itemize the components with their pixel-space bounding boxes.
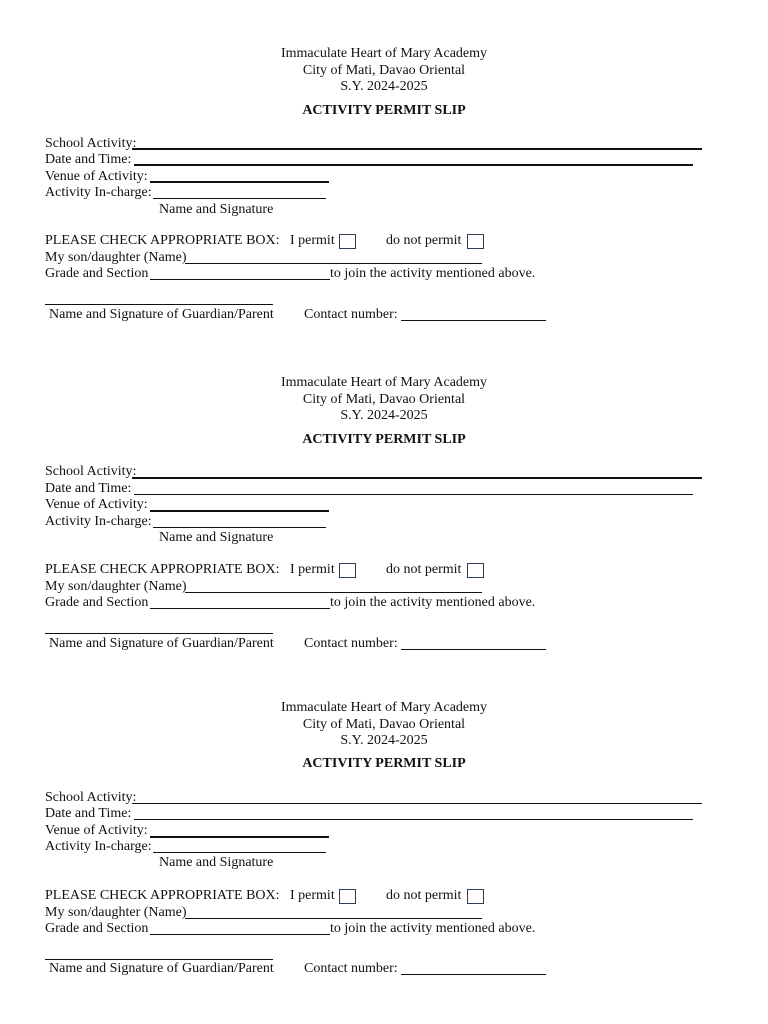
name-signature-caption: Name and Signature bbox=[159, 855, 274, 870]
i-permit-label: I permit bbox=[290, 562, 335, 577]
contact-number-label: Contact number: bbox=[304, 961, 398, 976]
do-not-permit-checkbox[interactable] bbox=[467, 889, 484, 904]
school-city: City of Mati, Davao Oriental bbox=[302, 63, 466, 78]
in-charge-line[interactable] bbox=[153, 852, 326, 853]
venue-label: Venue of Activity: bbox=[45, 169, 148, 184]
do-not-permit-label: do not permit bbox=[386, 233, 462, 248]
date-time-line[interactable] bbox=[134, 494, 693, 495]
grade-section-label: Grade and Section bbox=[45, 266, 149, 281]
do-not-permit-label: do not permit bbox=[386, 562, 462, 577]
guardian-signature-line[interactable] bbox=[45, 959, 273, 960]
contact-number-label: Contact number: bbox=[304, 307, 398, 322]
permit-slip-1 bbox=[0, 45, 768, 345]
in-charge-line[interactable] bbox=[153, 527, 326, 528]
join-activity-text: to join the activity mentioned above. bbox=[330, 921, 536, 936]
contact-number-line[interactable] bbox=[401, 649, 546, 650]
venue-label: Venue of Activity: bbox=[45, 823, 148, 838]
in-charge-line[interactable] bbox=[153, 198, 326, 199]
school-activity-label: School Activity: bbox=[45, 136, 137, 151]
son-daughter-line[interactable] bbox=[185, 918, 482, 919]
school-year: S.Y. 2024-2025 bbox=[340, 79, 428, 94]
do-not-permit-label: do not permit bbox=[386, 888, 462, 903]
i-permit-label: I permit bbox=[290, 888, 335, 903]
son-daughter-label: My son/daughter (Name) bbox=[45, 579, 187, 594]
son-daughter-label: My son/daughter (Name) bbox=[45, 250, 187, 265]
contact-number-label: Contact number: bbox=[304, 636, 398, 651]
join-activity-text: to join the activity mentioned above. bbox=[330, 266, 536, 281]
school-activity-line[interactable] bbox=[132, 477, 702, 479]
date-time-line[interactable] bbox=[134, 819, 693, 820]
grade-section-line[interactable] bbox=[150, 608, 330, 609]
son-daughter-line[interactable] bbox=[185, 263, 482, 264]
in-charge-label: Activity In-charge: bbox=[45, 839, 152, 854]
grade-section-label: Grade and Section bbox=[45, 595, 149, 610]
venue-line[interactable] bbox=[150, 836, 329, 838]
in-charge-label: Activity In-charge: bbox=[45, 185, 152, 200]
permit-slip-3 bbox=[0, 700, 768, 1000]
in-charge-label: Activity In-charge: bbox=[45, 514, 152, 529]
school-year: S.Y. 2024-2025 bbox=[340, 733, 428, 748]
slip-title: ACTIVITY PERMIT SLIP bbox=[302, 432, 466, 447]
check-box-instruction: PLEASE CHECK APPROPRIATE BOX: bbox=[45, 233, 280, 248]
guardian-signature-label: Name and Signature of Guardian/Parent bbox=[49, 307, 274, 322]
i-permit-label: I permit bbox=[290, 233, 335, 248]
guardian-signature-label: Name and Signature of Guardian/Parent bbox=[49, 636, 274, 651]
slip-title: ACTIVITY PERMIT SLIP bbox=[302, 103, 466, 118]
school-name: Immaculate Heart of Mary Academy bbox=[280, 46, 488, 61]
contact-number-line[interactable] bbox=[401, 320, 546, 321]
school-name: Immaculate Heart of Mary Academy bbox=[280, 375, 488, 390]
i-permit-checkbox[interactable] bbox=[339, 563, 356, 578]
grade-section-line[interactable] bbox=[150, 279, 330, 280]
school-activity-line[interactable] bbox=[132, 148, 702, 150]
school-activity-label: School Activity: bbox=[45, 464, 137, 479]
do-not-permit-checkbox[interactable] bbox=[467, 234, 484, 249]
school-year: S.Y. 2024-2025 bbox=[340, 408, 428, 423]
name-signature-caption: Name and Signature bbox=[159, 202, 274, 217]
check-box-instruction: PLEASE CHECK APPROPRIATE BOX: bbox=[45, 888, 280, 903]
venue-line[interactable] bbox=[150, 510, 329, 512]
i-permit-checkbox[interactable] bbox=[339, 234, 356, 249]
son-daughter-line[interactable] bbox=[185, 592, 482, 593]
grade-section-label: Grade and Section bbox=[45, 921, 149, 936]
school-name: Immaculate Heart of Mary Academy bbox=[280, 700, 488, 715]
slip-title: ACTIVITY PERMIT SLIP bbox=[302, 756, 466, 771]
venue-line[interactable] bbox=[150, 181, 329, 183]
permit-slip-2 bbox=[0, 374, 768, 674]
school-city: City of Mati, Davao Oriental bbox=[302, 717, 466, 732]
date-time-label: Date and Time: bbox=[45, 481, 132, 496]
school-activity-line[interactable] bbox=[132, 803, 702, 804]
date-time-label: Date and Time: bbox=[45, 806, 132, 821]
son-daughter-label: My son/daughter (Name) bbox=[45, 905, 187, 920]
contact-number-line[interactable] bbox=[401, 974, 546, 975]
name-signature-caption: Name and Signature bbox=[159, 530, 274, 545]
check-box-instruction: PLEASE CHECK APPROPRIATE BOX: bbox=[45, 562, 280, 577]
guardian-signature-label: Name and Signature of Guardian/Parent bbox=[49, 961, 274, 976]
join-activity-text: to join the activity mentioned above. bbox=[330, 595, 536, 610]
do-not-permit-checkbox[interactable] bbox=[467, 563, 484, 578]
i-permit-checkbox[interactable] bbox=[339, 889, 356, 904]
guardian-signature-line[interactable] bbox=[45, 633, 273, 634]
venue-label: Venue of Activity: bbox=[45, 497, 148, 512]
grade-section-line[interactable] bbox=[150, 934, 330, 935]
date-time-label: Date and Time: bbox=[45, 152, 132, 167]
school-city: City of Mati, Davao Oriental bbox=[302, 392, 466, 407]
date-time-line[interactable] bbox=[134, 164, 693, 166]
school-activity-label: School Activity: bbox=[45, 790, 137, 805]
guardian-signature-line[interactable] bbox=[45, 304, 273, 305]
